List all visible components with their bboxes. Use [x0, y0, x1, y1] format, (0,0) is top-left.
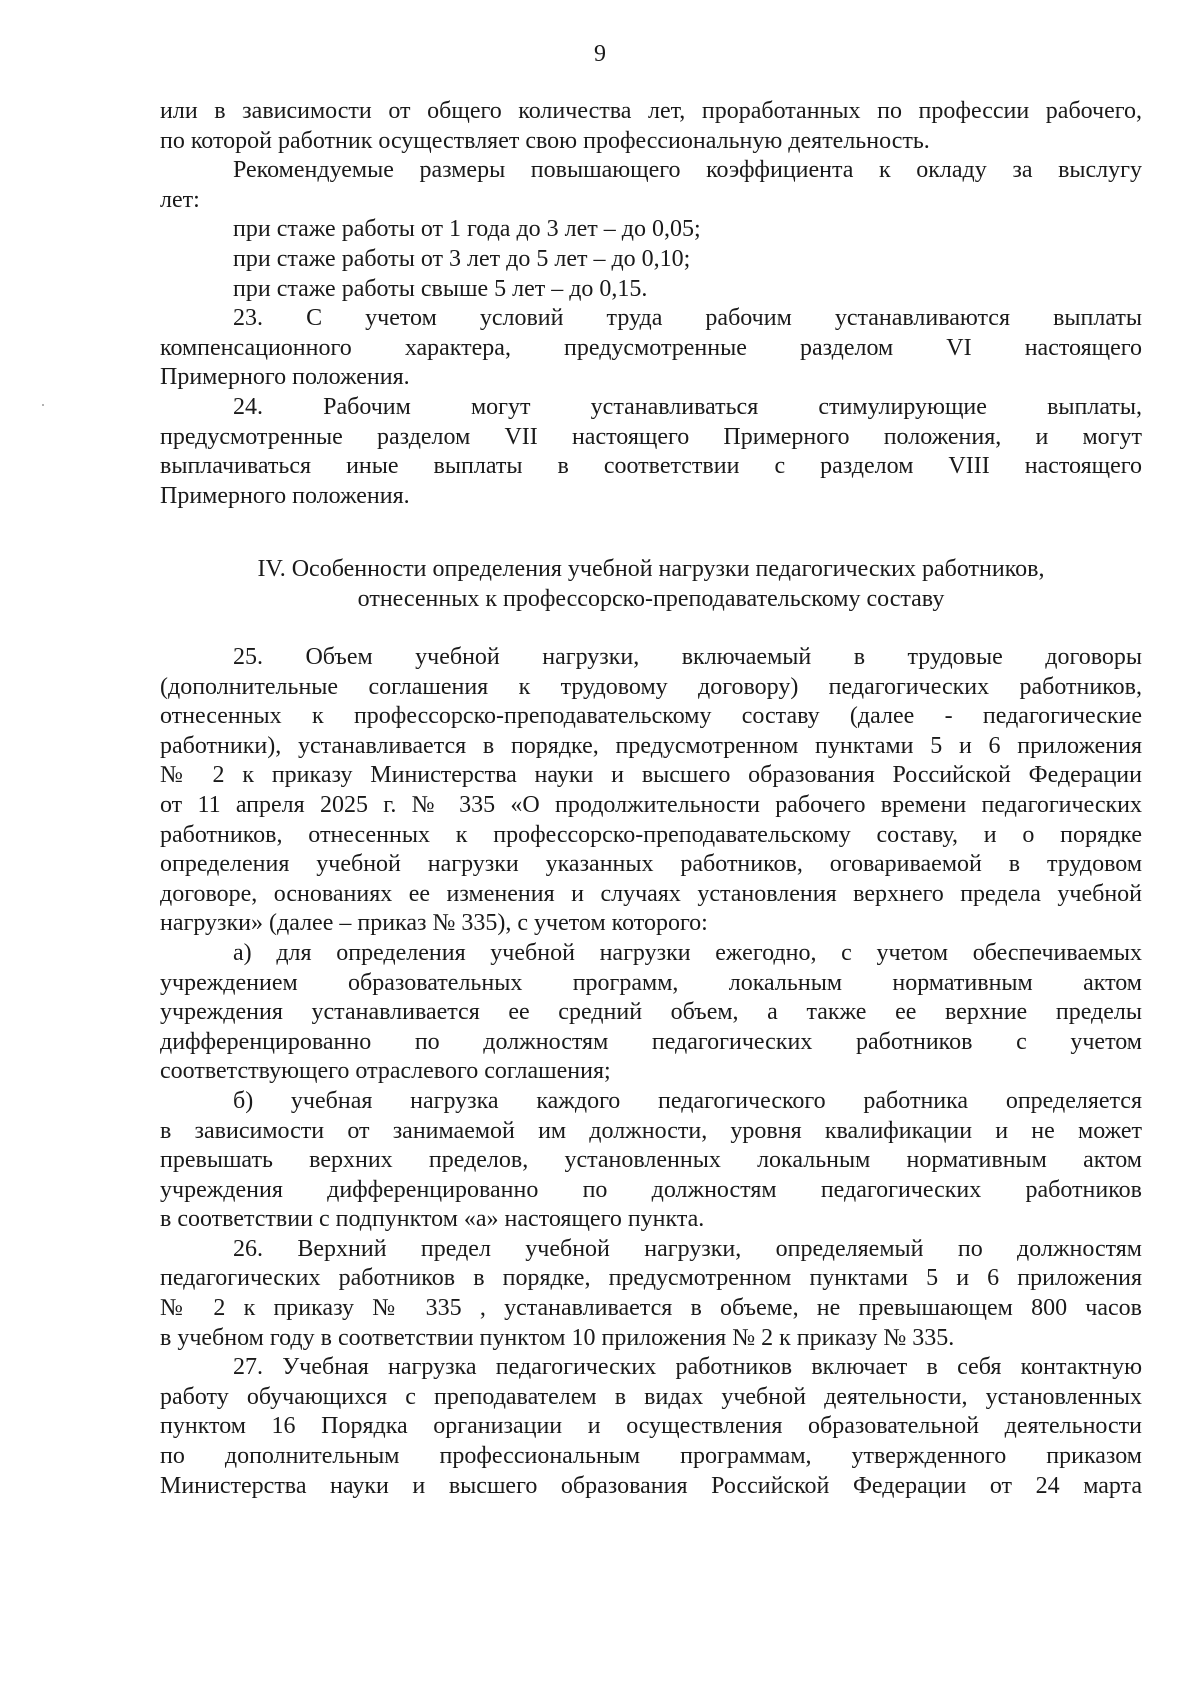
- text-line: пунктом 16 Порядка организации и осуществления образовательной деятельности: [160, 1413, 1142, 1440]
- text-line: при стаже работы от 3 лет до 5 лет – до 0,10;: [233, 245, 691, 272]
- text-line: Примерного положения.: [160, 364, 410, 391]
- text-line: 25. Объем учебной нагрузки, включаемый в трудовые договоры: [233, 644, 1142, 670]
- text-line: учреждения дифференцированно по должностям педагогических работников: [160, 1176, 1142, 1203]
- scan-artifact: [42, 404, 44, 406]
- text-line: лет:: [160, 186, 200, 213]
- text-line: Министерства науки и высшего образования Российской Федерации от 24 марта: [160, 1472, 1142, 1499]
- text-line: работу обучающихся с преподавателем в видах учебной деятельности, установленных: [160, 1383, 1142, 1410]
- text-line: или в зависимости от общего количества лет, проработанных по профессии рабочего,: [160, 98, 1142, 124]
- text-line: работники), устанавливается в порядке, предусмотренном пунктами 5 и 6 приложения: [160, 732, 1142, 759]
- text-line: работников, отнесенных к профессорско-преподавательскому составу, и о порядке: [160, 821, 1142, 848]
- section-heading: [160, 554, 1142, 614]
- text-line: при стаже работы от 1 года до 3 лет – до 0,05;: [233, 216, 701, 243]
- text-line: 27. Учебная нагрузка педагогических работников включает в себя контактную: [233, 1354, 1142, 1381]
- text-line: соответствующего отраслевого соглашения;: [160, 1058, 611, 1085]
- text-line: педагогических работников в порядке, предусмотренном пунктами 5 и 6 приложения: [160, 1265, 1142, 1292]
- text-line: выплачиваться иные выплаты в соответствии с разделом VIII настоящего: [160, 453, 1142, 480]
- text-line: Рекомендуемые размеры повышающего коэффициента к окладу за выслугу: [233, 157, 1142, 184]
- text-line: № 2 к приказу № 335 , устанавливается в объеме, не превышающем 800 часов: [160, 1295, 1142, 1322]
- text-line: № 2 к приказу Министерства науки и высшего образования Российской Федерации: [160, 762, 1142, 789]
- text-line: в зависимости от занимаемой им должности, уровня квалификации и не может: [160, 1117, 1142, 1144]
- text-line: по дополнительным профессиональным программам, утвержденного приказом: [160, 1443, 1142, 1470]
- text-line: при стаже работы свыше 5 лет – до 0,15.: [233, 275, 648, 302]
- text-line: 24. Рабочим могут устанавливаться стимулирующие выплаты,: [233, 393, 1142, 420]
- text-line: превышать верхних пределов, установленных локальным нормативным актом: [160, 1147, 1142, 1174]
- text-line: дифференцированно по должностям педагогических работников с учетом: [160, 1028, 1142, 1055]
- text-line: 23. С учетом условий труда рабочим устанавливаются выплаты: [233, 305, 1142, 332]
- text-line: Примерного положения.: [160, 482, 410, 509]
- text-line: договоре, основаниях ее изменения и случаях установления верхнего предела учебной: [160, 880, 1142, 907]
- section-iii-continuation: [160, 97, 1142, 511]
- text-line: учреждения устанавливается ее средний объем, а также ее верхние пределы: [160, 999, 1142, 1026]
- text-line: от 11 апреля 2025 г. № 335 «О продолжительности рабочего времени педагогических: [160, 791, 1142, 818]
- text-line: в учебном году в соответствии пунктом 10 приложения № 2 к приказу № 335.: [160, 1324, 955, 1351]
- section-iv-body: [160, 643, 1142, 1501]
- section-heading-line-1: IV. Особенности определения учебной нагрузки педагогических работников,: [257, 556, 1045, 582]
- text-line: в соответствии с подпунктом «а» настоящего пункта.: [160, 1206, 705, 1233]
- text-line: а) для определения учебной нагрузки ежегодно, с учетом обеспечиваемых: [233, 939, 1142, 966]
- text-line: компенсационного характера, предусмотренные разделом VI настоящего: [160, 334, 1142, 361]
- text-line: б) учебная нагрузка каждого педагогического работника определяется: [233, 1087, 1142, 1114]
- section-heading-line-2: отнесенных к профессорско-преподавательскому составу: [357, 586, 945, 612]
- text-line: по которой работник осуществляет свою профессиональную деятельность.: [160, 127, 930, 154]
- text-line: учреждением образовательных программ, локальным нормативным актом: [160, 969, 1142, 996]
- text-line: 26. Верхний предел учебной нагрузки, определяемый по должностям: [233, 1235, 1142, 1262]
- text-line: предусмотренные разделом VII настоящего Примерного положения, и могут: [160, 423, 1142, 450]
- text-line: (дополнительные соглашения к трудовому договору) педагогических работников,: [160, 673, 1142, 700]
- text-line: нагрузки» (далее – приказ № 335), с учетом которого:: [160, 910, 708, 937]
- text-line: определения учебной нагрузки указанных работников, оговариваемой в трудовом: [160, 851, 1142, 878]
- page-number: 9: [594, 41, 606, 67]
- text-line: отнесенных к профессорско-преподавательскому составу (далее - педагогические: [160, 703, 1142, 730]
